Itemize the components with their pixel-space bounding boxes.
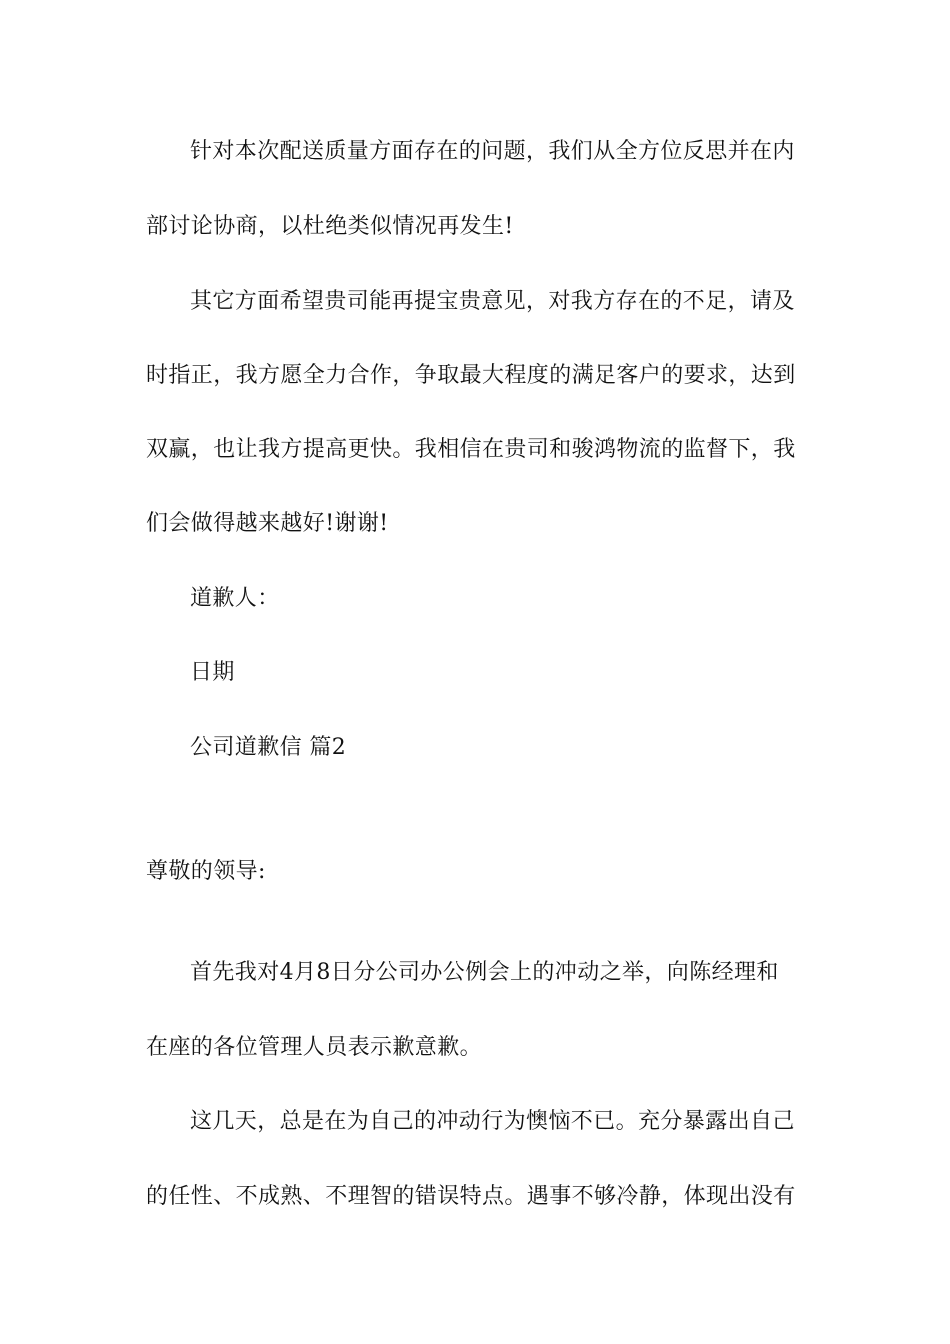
paragraph-line: 们会做得越来越好!谢谢! (146, 511, 389, 536)
paragraph-line: 部讨论协商，以杜绝类似情况再发生! (146, 214, 514, 239)
paragraph-line: 双赢，也让我方提高更快。我相信在贵司和骏鸿物流的监督下，我 (146, 437, 796, 462)
date-label: 日期 (190, 660, 235, 685)
paragraph-line: 的任性、不成熟、不理智的错误特点。遇事不够冷静，体现出没有 (146, 1184, 796, 1209)
paragraph-line: 针对本次配送质量方面存在的问题，我们从全方位反思并在内 (190, 139, 795, 164)
paragraph-line: 首先我对4月8日分公司办公例会上的冲动之举，向陈经理和 (190, 960, 779, 985)
paragraph-line: 时指正，我方愿全力合作，争取最大程度的满足客户的要求，达到 (146, 363, 796, 388)
paragraph-line: 其它方面希望贵司能再提宝贵意见，对我方存在的不足，请及 (190, 289, 795, 314)
paragraph-line: 在座的各位管理人员表示歉意歉。 (146, 1035, 483, 1060)
salutation: 尊敬的领导: (146, 859, 266, 884)
paragraph-line: 这几天，总是在为自己的冲动行为懊恼不已。充分暴露出自己 (190, 1109, 795, 1134)
section-title: 公司道歉信 篇2 (190, 735, 347, 760)
signature-label: 道歉人： (190, 586, 280, 611)
